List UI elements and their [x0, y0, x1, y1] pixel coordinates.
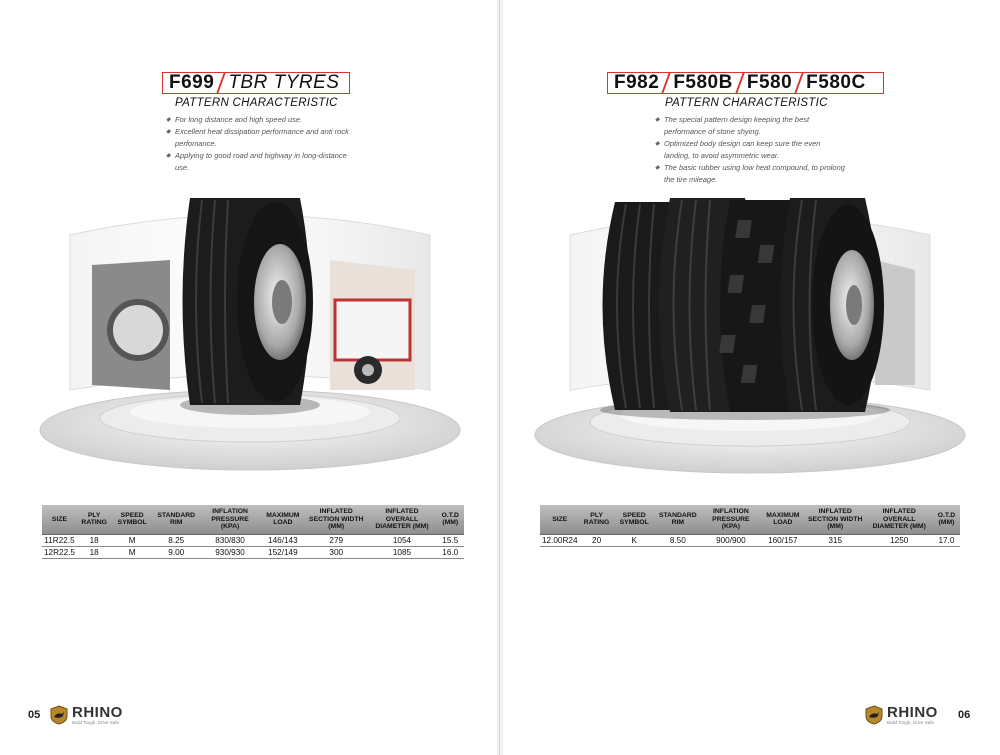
- right-title-model: F580C: [806, 72, 866, 93]
- cell: 930/930: [200, 546, 261, 558]
- brand-tagline: Build Tough, Drive Safe: [72, 720, 119, 725]
- cell: 18: [77, 534, 111, 546]
- cell: 1085: [367, 546, 436, 558]
- col-speed-symbol: SPEED SYMBOL: [111, 505, 153, 534]
- cell: 152/149: [261, 546, 305, 558]
- left-features-list: [166, 114, 356, 174]
- title-slash: [217, 73, 226, 93]
- right-tyre-showcase: [530, 190, 970, 480]
- table-row: [42, 546, 464, 558]
- col-inflation-pressure: INFLATION PRESSURE (KPA): [701, 505, 761, 534]
- right-title-model: F580B: [673, 72, 733, 93]
- cell: M: [111, 546, 153, 558]
- right-title-model: F982: [614, 72, 660, 93]
- right-pattern-heading: PATTERN CHARACTERISTIC: [665, 97, 828, 109]
- table-header-row: [42, 505, 464, 534]
- left-feature-item: ◆ Applying to good road and highway in long-distance use.: [166, 150, 356, 174]
- right-brand-logo: [865, 704, 938, 725]
- right-page-number: 06: [958, 709, 971, 721]
- right-features-list: [655, 114, 845, 186]
- col-maximum-load: MAXIMUM LOAD: [261, 505, 305, 534]
- left-title-category: TBR TYRES: [228, 72, 340, 93]
- right-page: [500, 0, 1000, 755]
- table-row: [42, 534, 464, 546]
- right-spec-table: [540, 505, 960, 547]
- right-feature-item: ◆ Optimized body design can keep sure the even landing, to avoid asymmetric wear.: [655, 138, 845, 162]
- left-page-number: 05: [28, 709, 41, 721]
- col-size: SIZE: [42, 505, 77, 534]
- right-feature-item: ◆ The basic rubber using low heat compound, to prolong the tire mileage.: [655, 162, 845, 186]
- col-otd: O.T.D (MM): [933, 505, 960, 534]
- cell: 8.50: [655, 534, 701, 546]
- title-slash: [735, 73, 744, 93]
- cell: 279: [305, 534, 367, 546]
- col-maximum-load: MAXIMUM LOAD: [761, 505, 805, 534]
- left-spec-table: [42, 505, 464, 559]
- cell: 18: [77, 546, 111, 558]
- brand-name: RHINO: [887, 704, 938, 721]
- col-overall-diameter: INFLATED OVERALL DIAMETER (MM): [866, 505, 933, 534]
- cell: 9.00: [153, 546, 200, 558]
- cell: 300: [305, 546, 367, 558]
- col-ply-rating: PLY RATING: [580, 505, 614, 534]
- cell: 15.5: [437, 534, 464, 546]
- rhino-shield-icon: [865, 705, 883, 725]
- table-row: [540, 534, 960, 546]
- col-inflation-pressure: INFLATION PRESSURE (KPA): [200, 505, 261, 534]
- title-slash: [795, 73, 804, 93]
- right-title-model: F580: [746, 72, 793, 93]
- cell: K: [614, 534, 655, 546]
- col-size: SIZE: [540, 505, 580, 534]
- cell: 16.0: [437, 546, 464, 558]
- col-section-width: INFLATED SECTION WIDTH (MM): [805, 505, 866, 534]
- cell: 1054: [367, 534, 436, 546]
- cell: M: [111, 534, 153, 546]
- col-ply-rating: PLY RATING: [77, 505, 111, 534]
- left-feature-item: ◆ For long distance and high speed use.: [166, 114, 356, 126]
- cell: 315: [805, 534, 866, 546]
- cell: 12R22.5: [44, 547, 75, 557]
- cell: 17.0: [933, 534, 960, 546]
- right-feature-item: ◆ The special pattern design keeping the best performance of stone shying.: [655, 114, 845, 138]
- table-header-row: [540, 505, 960, 534]
- cell: 900/900: [701, 534, 761, 546]
- left-feature-item: ◆ Excellent heat dissipation performance and anti rock perfomance.: [166, 126, 356, 150]
- left-pattern-heading: PATTERN CHARACTERISTIC: [175, 97, 338, 109]
- right-title-box: [607, 72, 884, 94]
- title-slash: [662, 73, 671, 93]
- col-otd: O.T.D (MM): [437, 505, 464, 534]
- left-title-box: [162, 72, 350, 94]
- left-brand-logo: [50, 704, 123, 725]
- cell: 1250: [866, 534, 933, 546]
- cell: 830/830: [200, 534, 261, 546]
- brand-tagline: Build Tough, Drive Safe: [887, 720, 934, 725]
- col-speed-symbol: SPEED SYMBOL: [614, 505, 655, 534]
- col-section-width: INFLATED SECTION WIDTH (MM): [305, 505, 367, 534]
- left-title-model: F699: [169, 72, 215, 93]
- cell: 12.00R24: [542, 535, 578, 545]
- left-tyre-showcase: [30, 190, 470, 480]
- cell: 160/157: [761, 534, 805, 546]
- col-standard-rim: STANDARD RIM: [153, 505, 200, 534]
- brand-name: RHINO: [72, 704, 123, 721]
- col-standard-rim: STANDARD RIM: [655, 505, 701, 534]
- cell: 11R22.5: [42, 534, 77, 546]
- cell: 146/143: [261, 534, 305, 546]
- rhino-shield-icon: [50, 705, 68, 725]
- col-overall-diameter: INFLATED OVERALL DIAMETER (MM): [367, 505, 436, 534]
- cell: 8.25: [153, 534, 200, 546]
- cell: 20: [580, 534, 614, 546]
